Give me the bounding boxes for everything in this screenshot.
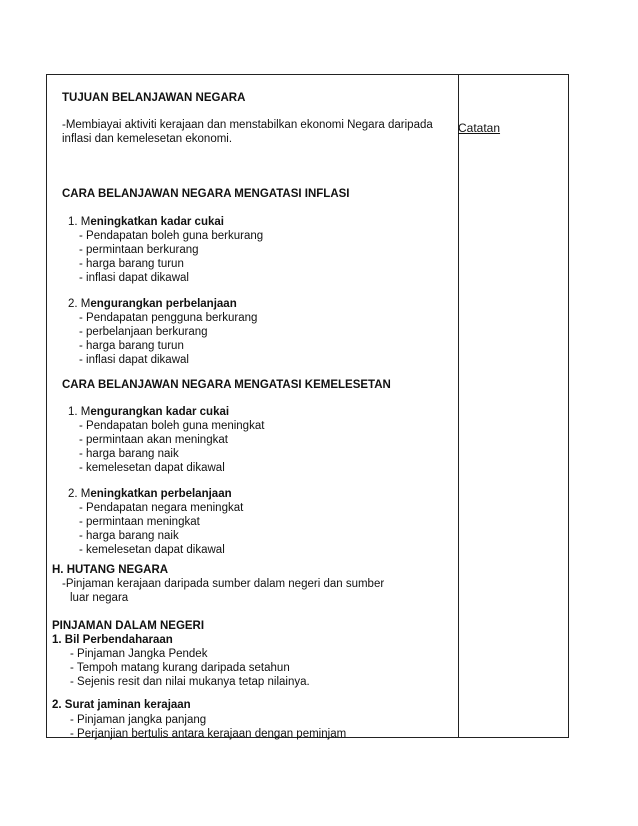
list-item: - Sejenis resit dan nilai mukanya tetap nilainya. xyxy=(70,676,310,688)
list-item: - harga barang naik xyxy=(79,448,179,460)
item-number: 2. M xyxy=(68,298,91,310)
kemelesetan-item2-heading xyxy=(68,487,232,501)
list-item: - inflasi dapat dikawal xyxy=(79,354,189,366)
tujuan-heading: TUJUAN BELANJAWAN NEGARA xyxy=(62,92,246,104)
inflasi-item2-heading xyxy=(68,297,237,311)
item-number: 1. M xyxy=(68,216,91,228)
hutang-text-line2: luar negara xyxy=(70,592,129,604)
kemelesetan-heading: CARA BELANJAWAN NEGARA MENGATASI KEMELESETAN xyxy=(62,379,391,391)
list-item: - inflasi dapat dikawal xyxy=(79,272,189,284)
pinjaman-item2-title: 2. Surat jaminan kerajaan xyxy=(52,699,191,711)
list-item: - Perjanjian bertulis antara kerajaan dengan peminjam xyxy=(70,728,347,740)
hutang-text-line1: -Pinjaman kerajaan daripada sumber dalam negeri dan sumber xyxy=(62,578,385,590)
column-divider xyxy=(458,75,459,737)
item-number: 2. M xyxy=(68,488,91,500)
inflasi-heading: CARA BELANJAWAN NEGARA MENGATASI INFLASI xyxy=(62,188,350,200)
list-item: - kemelesetan dapat dikawal xyxy=(79,544,225,556)
list-item: - Pinjaman jangka panjang xyxy=(70,714,207,726)
inflasi-item1-heading xyxy=(68,215,224,229)
tujuan-text-line2: inflasi dan kemelesetan ekonomi. xyxy=(62,133,233,145)
list-item: - Pendapatan boleh guna meningkat xyxy=(79,420,265,432)
list-item: - harga barang turun xyxy=(79,258,184,270)
item-title: eningkatkan kadar cukai xyxy=(90,216,224,228)
kemelesetan-item1-heading xyxy=(68,405,229,419)
list-item: - Pendapatan pengguna berkurang xyxy=(79,312,258,324)
list-item: - harga barang naik xyxy=(79,530,179,542)
tujuan-text-line1: -Membiayai aktiviti kerajaan dan menstabilkan ekonomi Negara daripada xyxy=(62,119,433,131)
item-number: 1. M xyxy=(68,406,91,418)
list-item: - harga barang turun xyxy=(79,340,184,352)
list-item: - Tempoh matang kurang daripada setahun xyxy=(70,662,290,674)
pinjaman-heading: PINJAMAN DALAM NEGERI xyxy=(52,620,205,632)
catatan-label: Catatan xyxy=(458,121,501,135)
list-item: - perbelanjaan berkurang xyxy=(79,326,208,338)
list-item: - Pinjaman Jangka Pendek xyxy=(70,648,208,660)
hutang-heading: H. HUTANG NEGARA xyxy=(52,564,169,576)
item-title: eningkatkan perbelanjaan xyxy=(90,488,232,500)
list-item: - permintaan akan meningkat xyxy=(79,434,228,446)
list-item: - Pendapatan boleh guna berkurang xyxy=(79,230,264,242)
list-item: - permintaan meningkat xyxy=(79,516,200,528)
item-title: engurangkan kadar cukai xyxy=(90,406,230,418)
list-item: - Pendapatan negara meningkat xyxy=(79,502,244,514)
list-item: - permintaan berkurang xyxy=(79,244,199,256)
item-title: engurangkan perbelanjaan xyxy=(90,298,237,310)
list-item: - kemelesetan dapat dikawal xyxy=(79,462,225,474)
pinjaman-item1-title: 1. Bil Perbendaharaan xyxy=(52,634,173,646)
